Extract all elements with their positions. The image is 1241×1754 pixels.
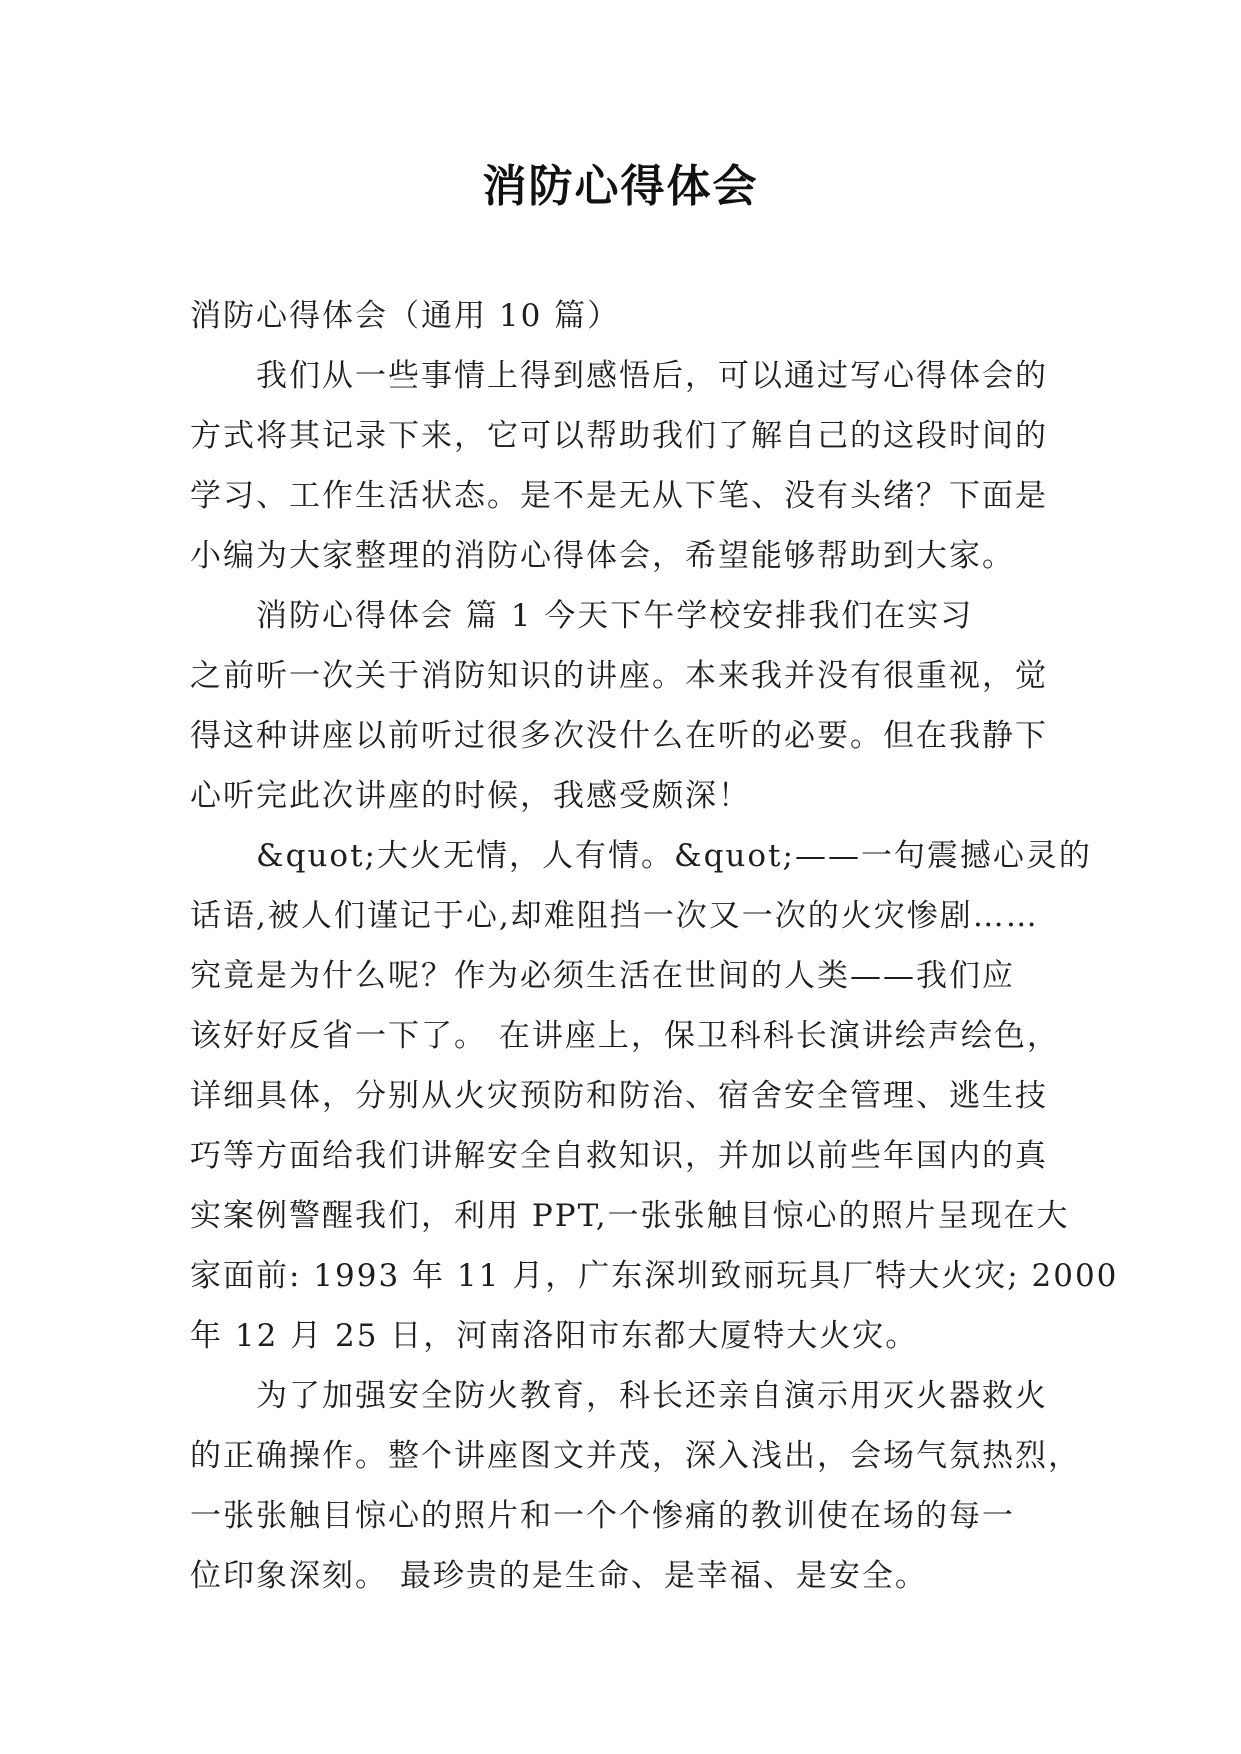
text-line: 究竟是为什么呢？作为必须生活在世间的人类——我们应 [190, 958, 1015, 994]
text-line: 心听完此次讲座的时候，我感受颇深！ [190, 778, 751, 814]
text-line: 实案例警醒我们，利用 PPT,一张张触目惊心的照片呈现在大 [190, 1198, 1070, 1234]
text-line: 我们从一些事情上得到感悟后，可以通过写心得体会的 [256, 358, 1048, 394]
text-line: 之前听一次关于消防知识的讲座。本来我并没有很重视，觉 [190, 658, 1048, 694]
text-line: 家面前: 1993 年 11 月，广东深圳致丽玩具厂特大火灾; 2000 [190, 1258, 1119, 1294]
text-line: 的正确操作。整个讲座图文并茂，深入浅出，会场气氛热烈， [190, 1438, 1081, 1474]
text-line: 位印象深刻。 最珍贵的是生命、是幸福、是安全。 [190, 1558, 928, 1594]
text-line: 年 12 月 25 日，河南洛阳市东都大厦特大火灾。 [190, 1318, 919, 1354]
text-line: 一张张触目惊心的照片和一个个惨痛的教训使在场的每一 [190, 1498, 1015, 1534]
document-title: 消防心得体会 [482, 161, 759, 212]
text-line: 消防心得体会（通用 10 篇） [190, 298, 621, 334]
text-line: 方式将其记录下来，它可以帮助我们了解自己的这段时间的 [190, 418, 1048, 454]
text-line: 为了加强安全防火教育，科长还亲自演示用灭火器救火 [256, 1378, 1048, 1414]
document-body [190, 286, 1119, 1606]
text-line: 详细具体，分别从火灾预防和防治、宿舍安全管理、逃生技 [190, 1078, 1048, 1114]
text-line: 小编为大家整理的消防心得体会，希望能够帮助到大家。 [190, 538, 1015, 574]
text-line: 巧等方面给我们讲解安全自救知识，并加以前些年国内的真 [190, 1138, 1048, 1174]
text-line: 得这种讲座以前听过很多次没什么在听的必要。但在我静下 [190, 718, 1048, 754]
text-line: 该好好反省一下了。 在讲座上，保卫科科长演讲绘声绘色， [190, 1018, 1060, 1054]
text-line: 消防心得体会 篇 1 今天下午学校安排我们在实习 [256, 598, 974, 634]
text-line: 学习、工作生活状态。是不是无从下笔、没有头绪？下面是 [190, 478, 1048, 514]
text-line: &quot;大火无情，人有情。&quot;——一句震撼心灵的 [256, 838, 1092, 874]
text-line: 话语,被人们谨记于心,却难阻挡一次又一次的火灾惨剧…… [190, 898, 1039, 934]
